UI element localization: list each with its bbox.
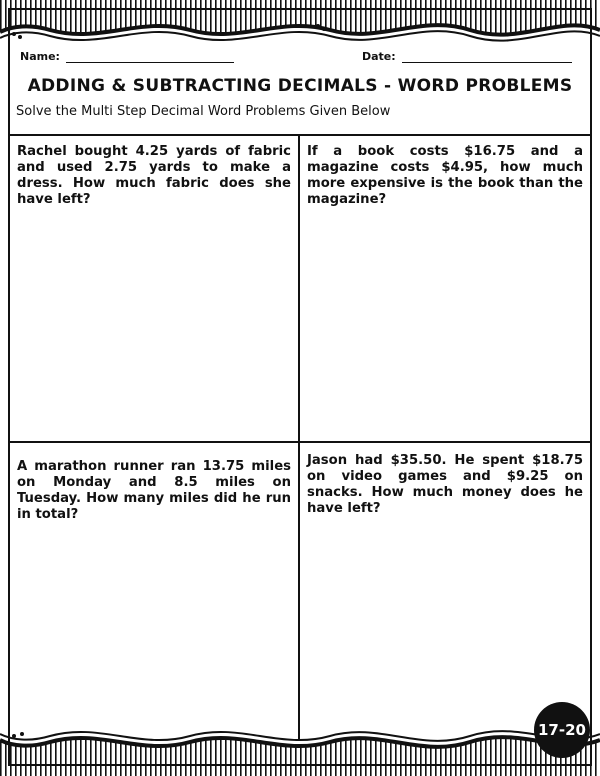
- page-number-badge: 17-20: [534, 702, 590, 758]
- problem-4: Jason had $35.50. He spent $18.75 on video games and $9.25 on snacks. How much money does he have left?: [307, 453, 583, 516]
- problem-3: A marathon runner ran 13.75 miles on Monday and 8.5 miles on Tuesday. How many miles did he run in total?: [17, 459, 291, 522]
- wavy-border-top: [0, 0, 600, 46]
- grid-divider-horizontal: [10, 441, 590, 443]
- name-label: Name:: [20, 50, 60, 63]
- name-field[interactable]: [20, 50, 234, 63]
- name-line[interactable]: [66, 50, 234, 63]
- header-fields: [20, 50, 580, 70]
- problem-2: If a book costs $16.75 and a magazine costs $4.95, how much more expensive is the book than the magazine?: [307, 144, 583, 207]
- worksheet-title: ADDING & SUBTRACTING DECIMALS - WORD PROBLEMS: [27, 76, 573, 96]
- date-label: Date:: [362, 50, 396, 63]
- problem-grid: [10, 134, 590, 740]
- problem-1: Rachel bought 4.25 yards of fabric and used 2.75 yards to make a dress. How much fabric does she have left?: [17, 144, 291, 207]
- instructions: Solve the Multi Step Decimal Word Problems Given Below: [16, 104, 391, 119]
- date-field[interactable]: [362, 50, 572, 63]
- date-line[interactable]: [402, 50, 572, 63]
- grid-divider-vertical: [298, 136, 300, 740]
